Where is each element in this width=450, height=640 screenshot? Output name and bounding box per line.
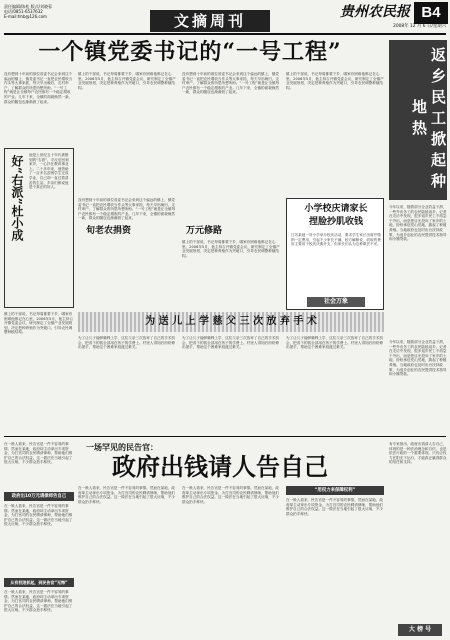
bottom-kicker: 一场罕见的民告官： (86, 442, 158, 452)
header-rule (4, 33, 446, 35)
subhead-left-2: 从有权限抓起，到民告官“无悔” (4, 578, 74, 587)
banner-body-col3: 为了让儿子能够顺利上学，这位父亲三次放弃了自己的手术机会，把省下的钱全部用在孩子的学费上。村里人得知后纷纷伸出援手，帮助这个困难家庭渡过难关。 (286, 336, 384, 350)
ad-left-label (86, 224, 166, 238)
callout-body: 江苏某地一所小学举办校庆活动，要求学生家长出席并缴纳一定费用，引起不少家长不满。校方解释说，收取的费用主要用于校庆庆典开支，但家长们认为这种做法不妥。 (291, 233, 381, 247)
editor-line: 责任编辑/陈松 版式/刘晓蓉 (4, 4, 52, 9)
phone-line: 电话/0851-6537632 (4, 9, 43, 14)
subhead-mid: “用权力来保障权利” (286, 486, 384, 495)
bottom-col2: 在一般人看来，民告官是一件不容易的事情。然而在某地，政府却主动拿出专项资金，为打官司的农民聘请律师，帮助他们维护自己的合法权益。这一做法在当地引起了很大反响，不少群众拍手称快。 (78, 486, 176, 504)
lead-body-col1: 没有想到十年前的那位省委书记会来到这个偏远的镇上，镇党委书记一直把农民增收当作头等大事来抓，每天早出晚归，走村串户，了解群众的所思所想所盼。“一号工程”就是让全镇每户农民都有一个稳定增收的产业。几年下来，全镇的面貌焕然一新，群众的腰包也渐渐鼓了起来。 (4, 72, 73, 104)
right-bottom-footer: 大 榜 号 (398, 624, 442, 636)
email-line: E-mail:hhb@126.com (4, 14, 47, 19)
ad-right-text: 万元修路 (186, 226, 223, 236)
bottom-col3: 在一般人看来，民告官是一件不容易的事情。然而在某地，政府却主动拿出专项资金，为打官司的农民聘请律师，帮助他们维护自己的合法权益。这一做法在当地引起了很大反响，不少群众拍手称快。 (182, 486, 280, 504)
editor-info (4, 4, 74, 19)
right-lower-body: 今年以来，随着部分企业效益下滑，一些外出务工的农民陆续返乡。记者在走访中发现，很多返乡民工不再急于外出，而是把目光投向了家乡的土地，纷纷承包荒山荒地，搞起了种植养殖。当地政府也及时出台扶持政策，为返乡创业的农民提供技术指导和小额贷款。 (389, 340, 447, 377)
callout-box (286, 198, 384, 310)
section-divider (4, 436, 446, 437)
bottom-left-body: 在一般人看来，民告官是一件不容易的事情。然而在某地，政府却主动拿出专项资金，为打官司的农民聘请律师，帮助他们维护自己的合法权益。这一做法在当地引起了很大反响，不少群众拍手称快。 (4, 504, 73, 527)
bottom-left-body-2: 在一般人看来，民告官是一件不容易的事情。然而在某地，政府却主动拿出专项资金，为打官司的农民聘请律师，帮助他们维护自己的合法权益。这一做法在当地引起了很大反响，不少群众拍手称快。 (4, 590, 73, 613)
bottom-headline: 政府出钱请人告自己 (112, 452, 328, 481)
vertical-feature-box (4, 148, 74, 308)
banner-body-col2: 为了让儿子能够顺利上学，这位父亲三次放弃了自己的手术机会，把省下的钱全部用在孩子的学费上。村里人得知后纷纷伸出援手，帮助这个困难家庭渡过难关。 (182, 336, 280, 350)
callout-tag: 社会万象 (307, 297, 365, 307)
left-lower-body: 镇上的干部说，书记每周都要下乡，哪家有困难他都记在心里。2006年5月，他主持召开镇党委会议，研究制定了全镇产业发展规划，决定把种养殖作为突破口，引导农民调整种植结构。 (4, 312, 73, 335)
lead-body-col2: 镇上的干部说，书记每周都要下乡，哪家有困难他都记在心里。2006年5月，他主持召开镇党委会议，研究制定了全镇产业发展规划，决定把种养殖作为突破口，引导农民调整种植结构。 (78, 72, 176, 90)
publish-date: 2008年 12 月 6 日/星期六 (393, 24, 446, 29)
lead-body-col4: 镇上的干部说，书记每周都要下乡，哪家有困难他都记在心里。2006年5月，他主持召开镇党委会议，研究制定了全镇产业发展规划，决定把种养殖作为突破口，引导农民调整种植结构。 (286, 72, 384, 90)
ad-right-label (186, 224, 266, 238)
vertical-feature-title: 好“右派”杜小成 (10, 155, 24, 241)
callout-title: 小学校庆请家长 (304, 204, 368, 214)
banner-headline: 为 送 儿 上 学 慈 父 三 次 放 弃 手 术 (145, 316, 317, 327)
lead-headline: 一个镇党委书记的“一号工程” (38, 39, 342, 65)
ad-left-text: 旬老农捐资 (86, 226, 132, 236)
section-badge: B4 (414, 2, 448, 24)
side-column-body: 今年以来，随着部分企业效益下滑，一些外出务工的农民陆续返乡。记者在走访中发现，很多返乡民工不再急于外出，而是把目光投向了家乡的土地，纷纷承包荒山荒地，搞起了种植养殖。当地政府也及时出台扶持政策，为返乡创业的农民提供技术指导和小额贷款。 (389, 205, 447, 242)
lead-body-col3: 没有想到十年前的那位省委书记会来到这个偏远的镇上，镇党委书记一直把农民增收当作头等大事来抓，每天早出晚归，走村串户，了解群众的所思所想所盼。“一号工程”就是让全镇每户农民都有一个稳定增收的产业。几年下来，全镇的面貌焕然一新，群众的腰包也渐渐鼓了起来。 (182, 72, 280, 95)
banner-body-col1: 为了让儿子能够顺利上学，这位父亲三次放弃了自己的手术机会，把省下的钱全部用在孩子的学费上。村里人得知后纷纷伸出援手，帮助这个困难家庭渡过难关。 (78, 336, 176, 350)
side-column-title: 返乡民工掀起种地热 (389, 40, 447, 200)
mid-body-a: 没有想到十年前的那位省委书记会来到这个偏远的镇上，镇党委书记一直把农民增收当作头等大事来抓，每天早出晚归，走村串户，了解群众的所思所想所盼。“一号工程”就是让全镇每户农民都有一个稳定增收的产业。几年下来，全镇的面貌焕然一新，群众的腰包也渐渐鼓了起来。 (78, 198, 176, 221)
bottom-col4: 在一般人看来，民告官是一件不容易的事情。然而在某地，政府却主动拿出专项资金，为打官司的农民聘请律师，帮助他们维护自己的合法权益。这一做法在当地引起了很大反响，不少群众拍手称快。 (286, 498, 384, 516)
callout-subtitle: 捏脸抄肌收钱 (308, 217, 363, 227)
right-bottom-body: 有专家指出，政府出钱请人告自己，体现的是一种法治理念和自信，也是依法行政的一个重要体现。只有让权力在阳光下运行，才能真正赢得群众的信任和支持。 (389, 442, 447, 465)
page-title: 文摘周刊 (150, 10, 270, 32)
banner-strip (78, 312, 384, 332)
mid-body-b: 镇上的干部说，书记每周都要下乡，哪家有困难他都记在心里。2006年5月，他主持召开镇党委会议，研究制定了全镇产业发展规划，决定把种养殖作为突破口，引导农民调整种植结构。 (182, 240, 280, 258)
vertical-feature-body: 他是上世纪五十年代被错划的“右派”，平反后回到家乡，一心扑在教育事业上。二十多年来，他资助了一百多名贫困学生完成学业，自己却一直过着清贫的生活。乡亲们都说他是个真正的好人。 (29, 153, 69, 190)
subhead-left: 政府出10万元请律师告自己 (4, 492, 74, 501)
bottom-left-intro: 在一般人看来，民告官是一件不容易的事情。然而在某地，政府却主动拿出专项资金，为打官司的农民聘请律师，帮助他们维护自己的合法权益。这一做法在当地引起了很大反响，不少群众拍手称快。 (4, 442, 73, 465)
paper-name: 贵州农民报 (340, 4, 410, 20)
